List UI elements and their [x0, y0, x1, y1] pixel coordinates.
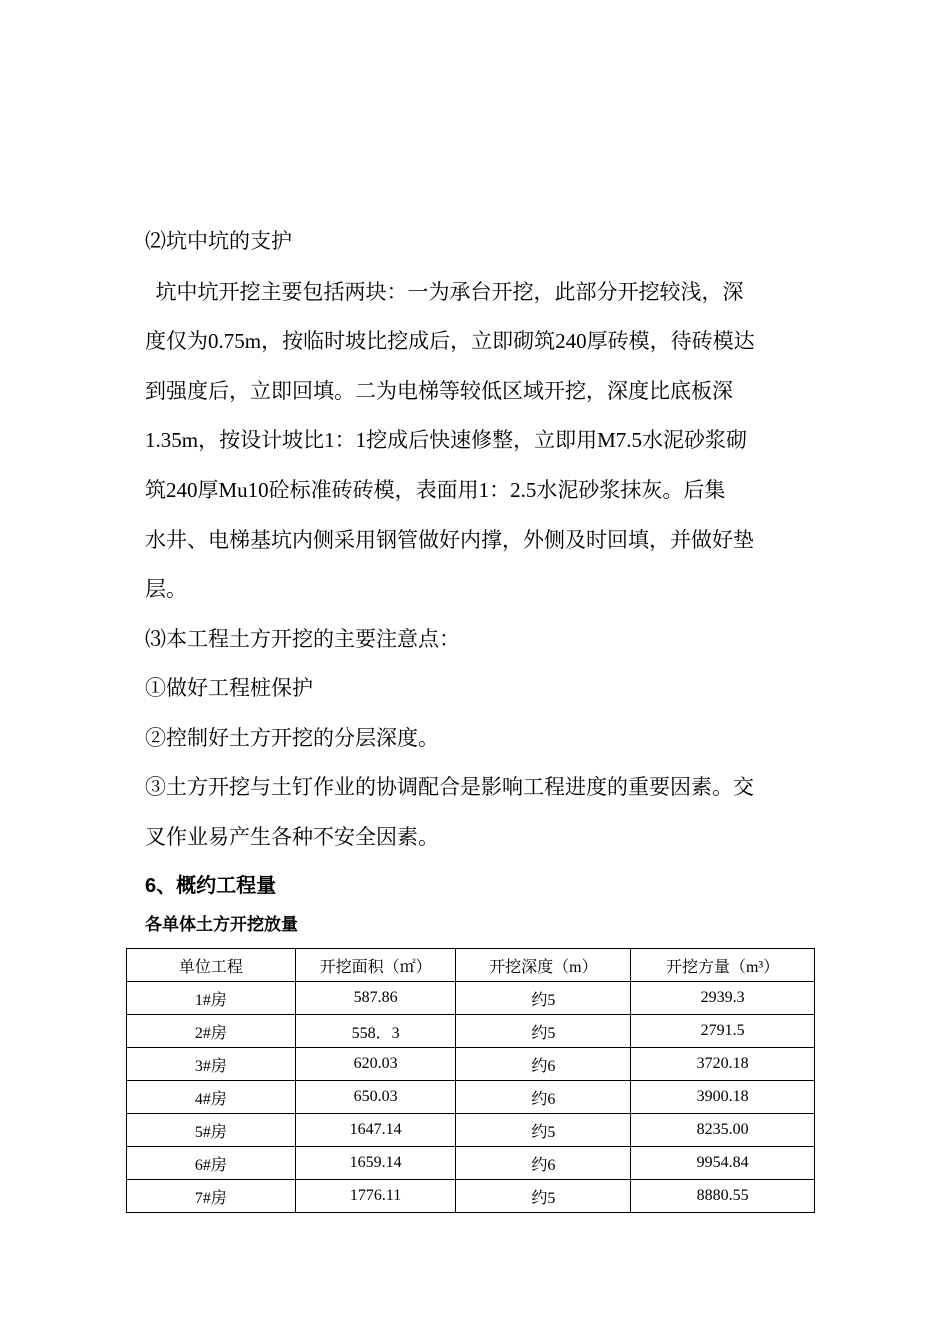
- cell-area: 558．3: [295, 1015, 456, 1048]
- note-item-3-line-1: ③土方开挖与土钉作业的协调配合是影响工程进度的重要因素。交: [145, 775, 754, 799]
- cell-depth: 约6: [456, 1147, 631, 1180]
- cell-depth: 约5: [456, 1180, 631, 1213]
- table-row: [127, 1081, 815, 1114]
- note-item-1: ①做好工程桩保护: [145, 676, 313, 700]
- cell-unit: 1#房: [127, 982, 296, 1015]
- table-row: [127, 1180, 815, 1213]
- cell-unit: 2#房: [127, 1015, 296, 1048]
- cell-volume: 8880.55: [631, 1180, 815, 1213]
- section-6-heading: 6、概约工程量: [145, 875, 277, 897]
- cell-depth: 约5: [456, 982, 631, 1015]
- cell-depth: 约5: [456, 1114, 631, 1147]
- table-caption: 各单体土方开挖放量: [145, 915, 298, 934]
- header-cell-area: 开挖面积（㎡）: [295, 949, 456, 982]
- table-row: [127, 1048, 815, 1081]
- cell-area: 587.86: [295, 982, 456, 1015]
- cell-unit: 4#房: [127, 1081, 296, 1114]
- paragraph-line-4: 1.35m，按设计坡比1：1挖成后快速修整，立即用M7.5水泥砂浆砌: [145, 428, 748, 452]
- paragraph-line-1: 坑中坑开挖主要包括两块：一为承台开挖，此部分开挖较浅，深: [145, 280, 744, 304]
- note-item-2: ②控制好土方开挖的分层深度。: [145, 726, 439, 750]
- paragraph-line-6: 水井、电梯基坑内侧采用钢管做好内撑，外侧及时回填，并做好垫: [145, 528, 754, 552]
- paragraph-line-2: 度仅为0.75m，按临时坡比挖成后，立即砌筑240厚砖模，待砖模达: [145, 329, 755, 353]
- cell-unit: 3#房: [127, 1048, 296, 1081]
- cell-area: 620.03: [295, 1048, 456, 1081]
- cell-depth: 约6: [456, 1081, 631, 1114]
- cell-volume: 9954.84: [631, 1147, 815, 1180]
- table-row: [127, 982, 815, 1015]
- table-row: [127, 1147, 815, 1180]
- cell-volume: 8235.00: [631, 1114, 815, 1147]
- cell-depth: 约5: [456, 1015, 631, 1048]
- paragraph-line-3: 到强度后，立即回填。二为电梯等较低区域开挖，深度比底板深: [145, 379, 733, 403]
- note-item-3-line-2: 叉作业易产生各种不安全因素。: [145, 825, 439, 849]
- cell-area: 1776.11: [295, 1180, 456, 1213]
- section-2-title: ⑵坑中坑的支护: [145, 229, 292, 253]
- header-cell-depth: 开挖深度（m）: [456, 949, 631, 982]
- cell-unit: 5#房: [127, 1114, 296, 1147]
- cell-volume: 3900.18: [631, 1081, 815, 1114]
- cell-volume: 2791.5: [631, 1015, 815, 1048]
- cell-unit: 7#房: [127, 1180, 296, 1213]
- cell-area: 1659.14: [295, 1147, 456, 1180]
- cell-depth: 约6: [456, 1048, 631, 1081]
- table-row: [127, 1114, 815, 1147]
- header-cell-unit: 单位工程: [127, 949, 296, 982]
- table-row: [127, 1015, 815, 1048]
- cell-area: 650.03: [295, 1081, 456, 1114]
- cell-volume: 2939.3: [631, 982, 815, 1015]
- cell-unit: 6#房: [127, 1147, 296, 1180]
- section-3-title: ⑶本工程土方开挖的主要注意点：: [145, 627, 460, 651]
- cell-volume: 3720.18: [631, 1048, 815, 1081]
- cell-area: 1647.14: [295, 1114, 456, 1147]
- table-header-row: [127, 949, 815, 982]
- excavation-table: [126, 948, 815, 1213]
- paragraph-line-5: 筑240厚Mu10砼标准砖砖模，表面用1：2.5水泥砂浆抹灰。后集: [145, 478, 726, 502]
- header-cell-volume: 开挖方量（m³）: [631, 949, 815, 982]
- paragraph-line-7: 层。: [145, 577, 187, 601]
